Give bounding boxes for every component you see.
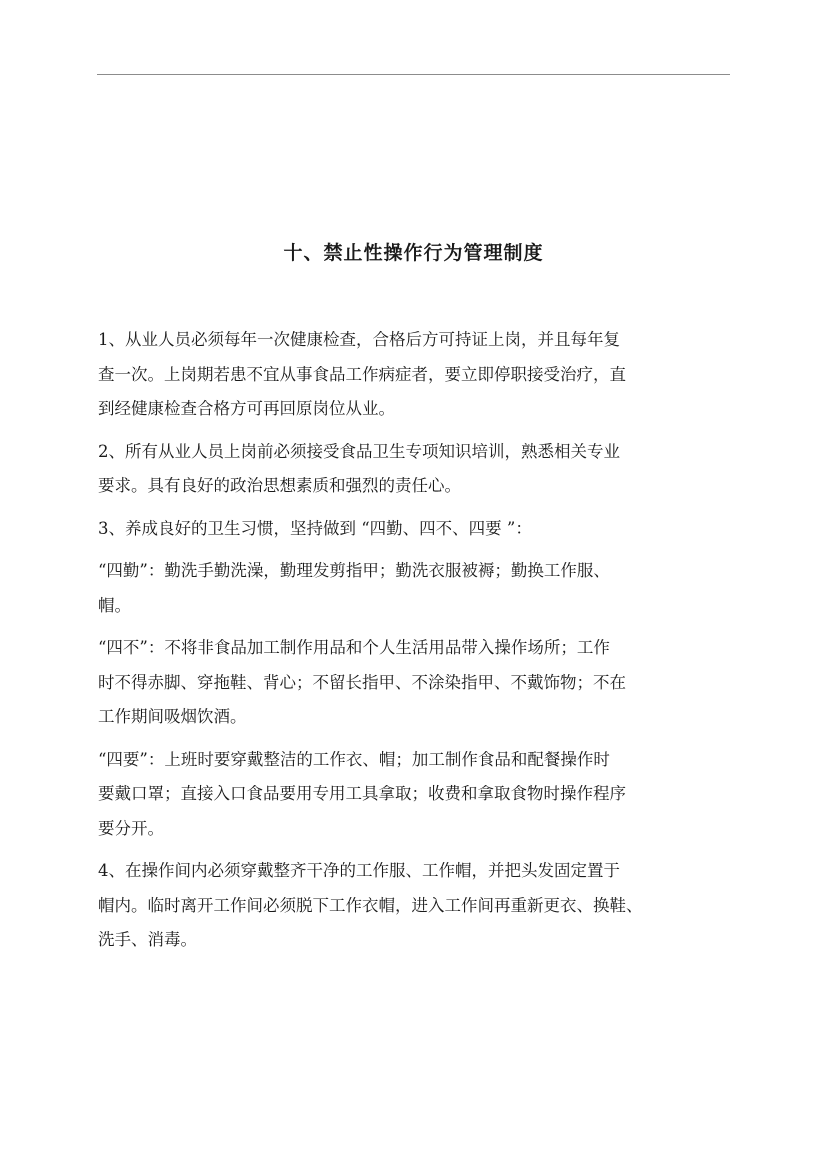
text-line: 到经健康检查合格方可再回原岗位从业。 [98, 399, 395, 418]
paragraph-training [98, 435, 723, 504]
text-line: 工作期间吸烟饮酒。 [98, 707, 247, 726]
paragraph-four-diligences [98, 554, 723, 623]
text-line: 2、所有从业人员上岗前必须接受食品卫生专项知识培训，熟悉相关专业 [98, 441, 620, 461]
text-line: 查一次。上岗期若患不宜从事食品工作病症者，要立即停职接受治疗，直 [98, 364, 626, 384]
paragraph-four-prohibitions [98, 631, 723, 735]
text-line: “四要”：上班时要穿戴整洁的工作衣、帽；加工制作食品和配餐操作时 [98, 749, 610, 769]
paragraph-health-check [98, 323, 723, 427]
document-title: 十、禁止性操作行为管理制度 [283, 242, 544, 264]
paragraph-four-requirements [98, 743, 723, 847]
text-line: 1、从业人员必须每年一次健康检查，合格后方可持证上岗，并且每年复 [98, 330, 620, 349]
text-line: “四勤”：勤洗手勤洗澡，勤理发剪指甲；勤洗衣服被褥；勤换工作服、 [98, 561, 610, 580]
text-line: 洗手、消毒。 [98, 930, 197, 949]
paragraph-work-attire [98, 854, 723, 958]
text-line: 要戴口罩；直接入口食品要用专用工具拿取；收费和拿取食物时操作程序 [98, 784, 626, 803]
header-divider [97, 74, 730, 75]
text-line: 3、养成良好的卫生习惯，坚持做到 “四勤、四不、四要 ”： [98, 518, 532, 538]
text-line: 帽内。临时离开工作间必须脱下工作衣帽，进入工作间再重新更衣、换鞋、 [98, 895, 643, 915]
paragraph-hygiene-habits [98, 512, 723, 547]
text-line: “四不”：不将非食品加工制作用品和个人生活用品带入操作场所；工作 [98, 638, 610, 657]
text-line: 要求。具有良好的政治思想素质和强烈的责任心。 [98, 476, 461, 495]
document-body [98, 323, 723, 958]
text-line: 帽。 [98, 595, 131, 615]
text-line: 4、在操作间内必须穿戴整齐干净的工作服、工作帽，并把头发固定置于 [98, 861, 620, 880]
text-line: 要分开。 [98, 818, 164, 838]
text-line: 时不得赤脚、穿拖鞋、背心；不留长指甲、不涂染指甲、不戴饰物；不在 [98, 672, 626, 692]
